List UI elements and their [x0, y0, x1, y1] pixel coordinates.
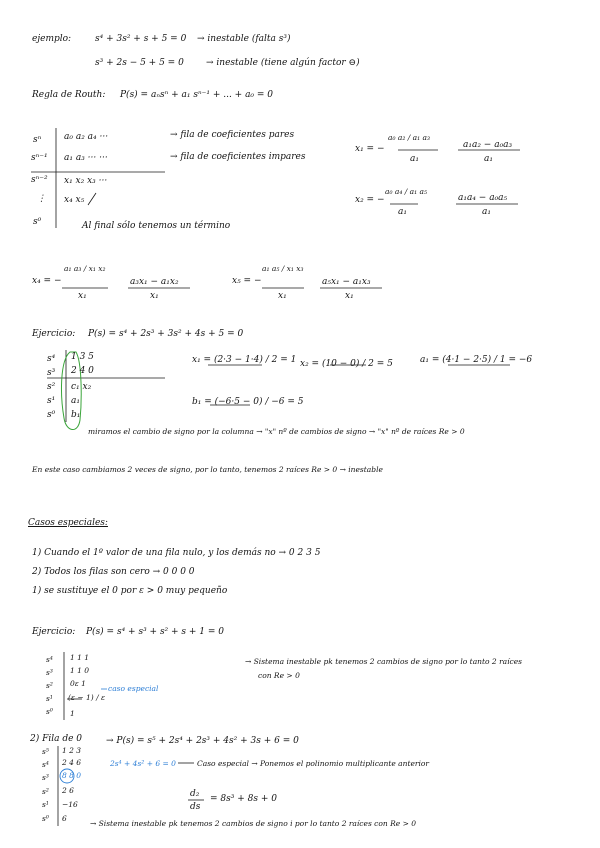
table1-note-pares: → fila de coeficientes pares: [170, 130, 295, 140]
table1-row-label: sⁿ⁻²: [31, 175, 48, 185]
ej2-note1: → Sistema inestable pk tenemos 2 cambios de signo por lo tanto 2 raíces: [245, 657, 523, 666]
regla-title: Regla de Routh:: [32, 90, 106, 100]
ej1-row-label: s³: [47, 368, 56, 378]
x1-numerator: a₀ a₂ / a₁ a₃: [388, 133, 430, 142]
regla-poly: P(s) = aₙsⁿ + a₁ sⁿ⁻¹ + ... + a₀ = 0: [120, 90, 274, 100]
ej3-row3: 8 8 0: [62, 771, 82, 780]
ej3-blue-note: 2s⁴ + 4s² + 6 = 0: [110, 759, 176, 768]
ej1-conclusion: En este caso cambiamos 2 veces de signo, por lo tanto, tenemos 2 raíces Re > 0 → inestable: [32, 465, 383, 474]
ej1-row1: 1 3 5: [71, 352, 94, 362]
ej1-row-label: s⁴: [47, 354, 56, 364]
ej3-note1: Caso especial → Ponemos el polinomio multiplicante anterior: [197, 759, 430, 768]
ej3-row-label: s³: [42, 773, 49, 782]
x4-lhs: x₄ = −: [32, 276, 62, 286]
ejemplo-eq1: s⁴ + 3s² + s + 5 = 0: [95, 34, 187, 44]
ej1-calc-x1: x₁ = (2·3 − 1·4) / 2 = 1: [192, 355, 297, 365]
x2-numerator: a₀ a₄ / a₁ a₅: [385, 187, 427, 196]
x1-rhs-numerator: a₁a₂ − a₀a₃: [463, 140, 513, 150]
ej2-row-label: s⁰: [46, 707, 53, 716]
ej2-row-label: s⁴: [46, 655, 53, 664]
ej2-row5: 1: [70, 709, 75, 718]
table1-diagonal-mark: [88, 193, 96, 205]
x1-rhs-denominator: a₁: [484, 154, 493, 164]
ej1-row-label: s¹: [47, 396, 56, 406]
caso2-label: 2) Fila de 0: [30, 734, 83, 744]
ej2-note2: con Re > 0: [258, 671, 300, 680]
table1-note-final: Al final sólo tenemos un término: [82, 221, 231, 231]
ej2-row1: 1 1 1: [70, 653, 90, 662]
ejercicio1-label: Ejercicio:: [32, 329, 76, 339]
casos-title: Casos especiales:: [28, 518, 108, 528]
ej2-row3: 0ε 1: [70, 679, 86, 688]
table1-row2: a₁ a₃ ··· ···: [64, 153, 108, 163]
x2-rhs-denominator: a₁: [482, 207, 491, 217]
x1-denominator: a₁: [410, 154, 419, 164]
x4-denominator: x₁: [78, 291, 87, 301]
table1-row-label: ⋮: [37, 194, 46, 204]
ejemplo-res2: → inestable (tiene algún factor ⊖): [206, 58, 360, 68]
x5-rhs-denominator: x₁: [345, 291, 354, 301]
table1-row-label: sⁿ⁻¹: [31, 153, 48, 163]
ejemplo-res1: → inestable (falta s³): [197, 34, 291, 44]
ej3-deriv-num: d₂: [190, 789, 200, 799]
x2-denominator: a₁: [398, 207, 407, 217]
x5-denominator: x₁: [278, 291, 287, 301]
ej1-calc-a1: a₁ = (4·1 − 2·5) / 1 = −6: [420, 355, 533, 365]
table1-row-label: sⁿ: [33, 135, 42, 145]
ej2-row2: 1 1 0: [70, 666, 90, 675]
ej3-row-label: s¹: [42, 800, 49, 809]
caso2-poly: → P(s) = s⁵ + 2s⁴ + 2s³ + 4s² + 3s + 6 = 0: [106, 736, 299, 746]
ej1-calc-x2: x₂ = (10 − 0) / 2 = 5: [300, 359, 393, 369]
ej1-calc-b1: b₁ = (−6·5 − 0) / −6 = 5: [192, 397, 304, 407]
ej1-row-label: s⁰: [47, 410, 56, 420]
ejercicio2-label: Ejercicio:: [32, 627, 76, 637]
x1-lhs: x₁ = −: [355, 144, 385, 154]
x4-numerator: a₁ a₃ / x₁ x₂: [64, 264, 106, 273]
table1-row3: x₁ x₂ x₃ ···: [64, 176, 108, 186]
ej3-row5: −16: [62, 800, 78, 809]
x5-lhs: x₅ = −: [232, 276, 262, 286]
x4-rhs-denominator: x₁: [150, 291, 159, 301]
ej3-row-label: s⁴: [42, 760, 49, 769]
ej2-row-label: s³: [46, 668, 53, 677]
ej3-deriv-rhs: = 8s³ + 8s + 0: [210, 794, 277, 804]
ej3-row-label: s⁰: [42, 814, 49, 823]
ejemplo-eq2: s³ + 2s − 5 + 5 = 0: [95, 58, 184, 68]
x5-rhs-numerator: a₅x₁ − a₁x₃: [322, 277, 371, 287]
x5-numerator: a₁ a₅ / x₁ x₃: [262, 264, 304, 273]
ej3-row4: 2 6: [62, 786, 74, 795]
ej3-row1: 1 2 3: [62, 746, 82, 755]
ej2-row-label: s²: [46, 681, 53, 690]
ej1-row5: b₁: [71, 410, 81, 420]
ejemplo-label: ejemplo:: [32, 34, 72, 44]
table1-row-label: s⁰: [33, 217, 42, 227]
ej3-row2: 2 4 6: [62, 758, 82, 767]
ej2-blue-note: caso especial: [108, 684, 159, 693]
table1-note-impares: → fila de coeficientes impares: [170, 152, 306, 162]
caso3-text: 1) se sustituye el 0 por ε > 0 muy pequeño: [32, 586, 228, 596]
ej3-row6: 6: [62, 814, 67, 823]
ej1-note: miramos el cambio de signo por la columna → "x" nº de cambios de signo → "x" nº de raíces Re > 0: [88, 427, 465, 436]
x2-lhs: x₂ = −: [355, 195, 385, 205]
ej2-row4: (ε − 1) / ε: [68, 693, 106, 702]
ej3-row-label: s²: [42, 787, 49, 796]
ej1-row-label: s²: [47, 382, 56, 392]
ejercicio1-poly: P(s) = s⁴ + 2s³ + 3s² + 4s + 5 = 0: [88, 329, 244, 339]
ej1-row4: a₁: [71, 396, 80, 406]
ej3-deriv-den: ds: [190, 802, 201, 812]
ej3-row-label: s⁵: [42, 747, 49, 756]
ejercicio2-poly: P(s) = s⁴ + s³ + s² + s + 1 = 0: [86, 627, 225, 637]
ej3-note2: → Sistema inestable pk tenemos 2 cambios de signo i por lo tanto 2 raíces con Re > 0: [90, 819, 417, 828]
ej1-row3: c₁ x₂: [71, 382, 92, 392]
ej1-row2: 2 4 0: [71, 366, 94, 376]
ej2-row-label: s¹: [46, 694, 53, 703]
table1-row1: a₀ a₂ a₄ ···: [64, 132, 109, 142]
caso1-text: 1) Cuando el 1º valor de una fila nulo, y los demás no → 0 2 3 5: [32, 548, 321, 558]
table1-row4: x₄ x₅: [64, 195, 85, 205]
x4-rhs-numerator: a₃x₁ − a₁x₂: [130, 277, 179, 287]
x2-rhs-numerator: a₁a₄ − a₀a₅: [458, 193, 508, 203]
caso2-text: 2) Todos los filas son cero → 0 0 0 0: [32, 567, 195, 577]
